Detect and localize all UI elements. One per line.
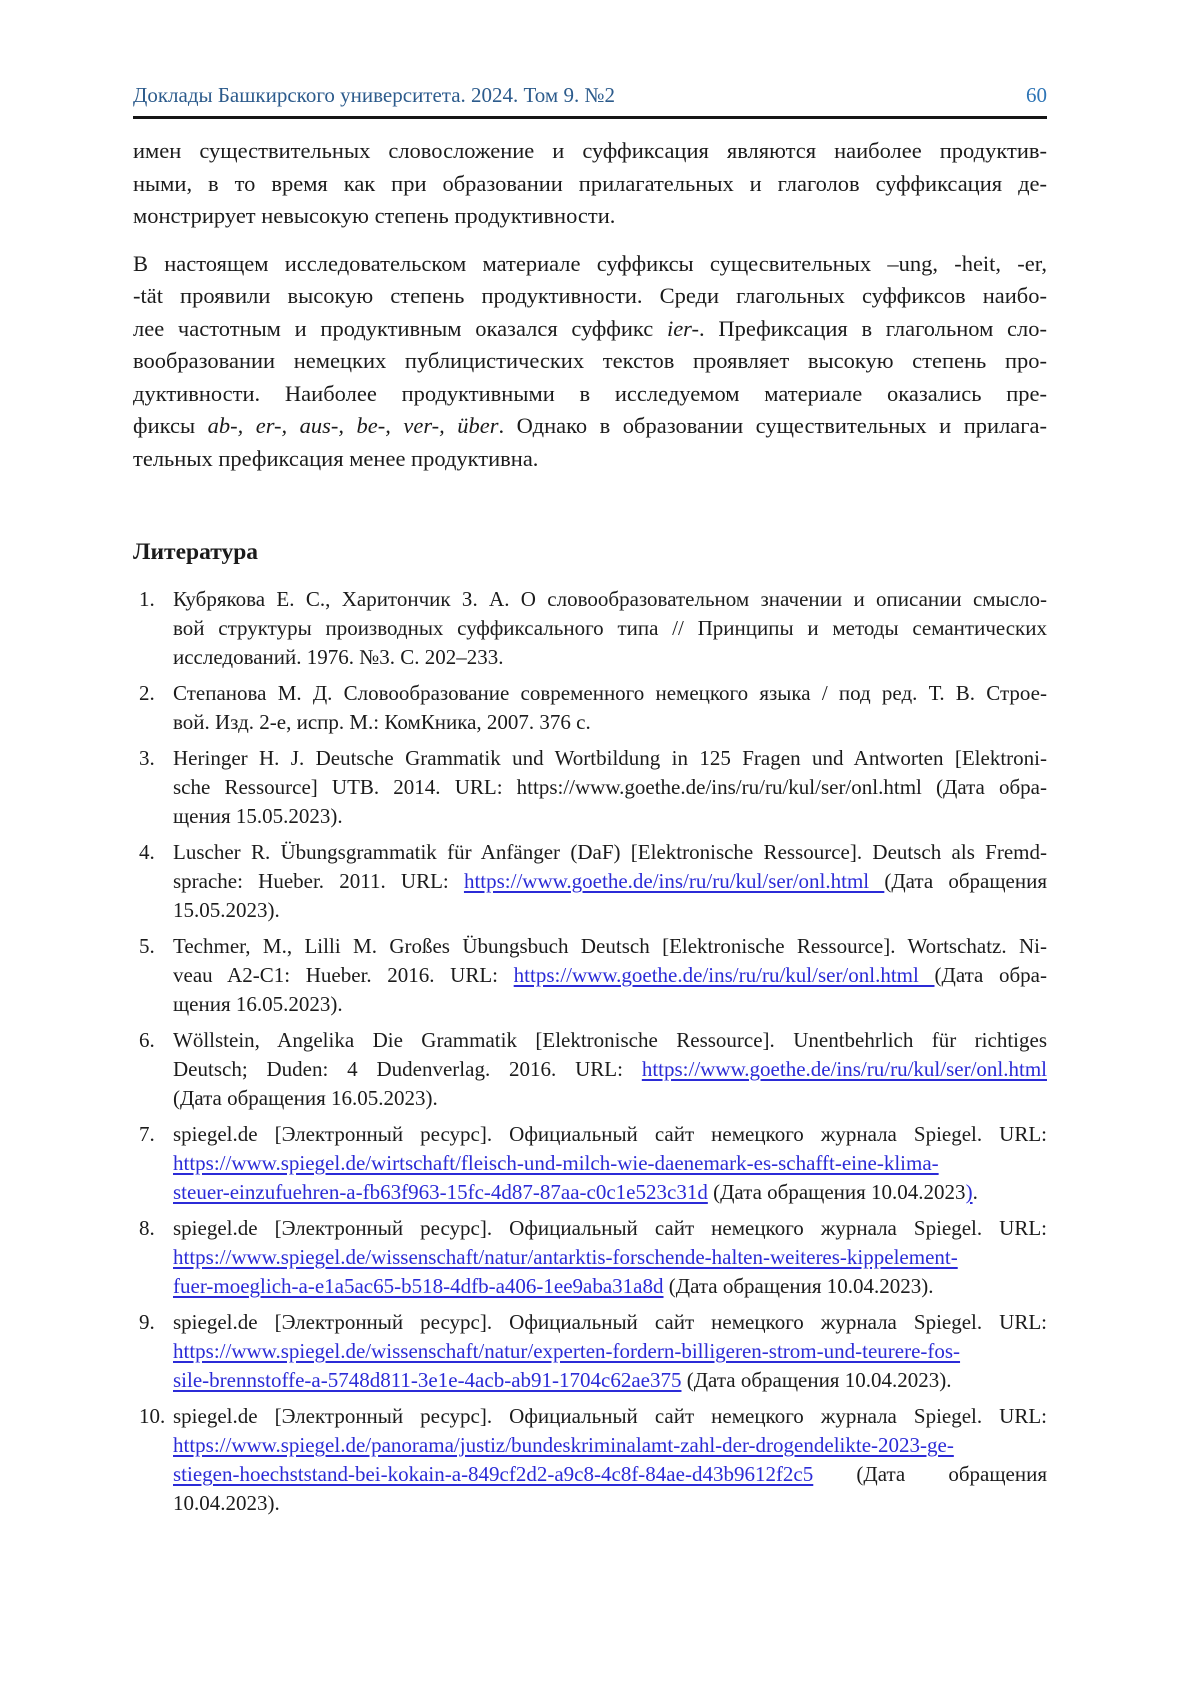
text-segment: (Дата обращения 10.04.2023 (707, 1180, 966, 1204)
reference-item (133, 1402, 1047, 1518)
reference-number: 6. (139, 1028, 155, 1052)
reference-link[interactable]: https://www.spiegel.de/wissenschaft/natur/experten-fordern-billigeren-strom-und-teurere-fos- (173, 1339, 961, 1363)
text-segment: sche Ressource] UTB. 2014. URL: https://www.goethe.de/ins/ru/ru/kul/ser/onl.html (Дата обра- (173, 775, 1047, 799)
text-line (173, 708, 1047, 737)
italic-term: ab-, er-, aus-, be-, ver-, über (207, 413, 499, 438)
text-segment: sprache: Hueber. 2011. URL: (173, 869, 464, 893)
text-line (173, 1120, 1047, 1149)
header-rule (133, 116, 1047, 119)
text-segment: В настоящем исследовательском материале суффиксы сущесвительных –ung, -heit, -er, (133, 250, 1047, 276)
reference-item (133, 679, 1047, 737)
reference-link[interactable]: stiegen-hoechststand-bei-kokain-a-849cf2d2-a9c8-4c8f-84ae-d43b9612f2c5 (173, 1462, 814, 1486)
text-line (173, 744, 1047, 773)
reference-number: 1. (139, 587, 155, 611)
text-segment: вой структуры производных суффиксального типа // Принципы и методы семантических (173, 616, 1047, 640)
italic-term: ier- (666, 315, 699, 341)
text-segment: монстрирует невысокую степень продуктивности. (133, 203, 616, 228)
literature-heading: Литература (133, 539, 259, 565)
text-line (173, 961, 1047, 990)
text-line (173, 990, 1047, 1019)
text-segment: вообразовании немецких публицистических текстов проявляет высокую степень про- (133, 348, 1047, 373)
text-line (133, 168, 1047, 201)
reference-number: 9. (139, 1310, 155, 1334)
reference-link[interactable]: fuer-moeglich-a-e1a5ac65-b518-4dfb-a406-1ee9aba31a8d (173, 1274, 664, 1298)
reference-number: 2. (139, 681, 155, 705)
reference-link[interactable]: https://www.spiegel.de/wissenschaft/natur/antarktis-forschende-halten-weiteres-kippelement- (173, 1245, 958, 1269)
text-segment: (Дата обращения (884, 869, 1048, 893)
text-line (173, 932, 1047, 961)
text-segment: (Дата обращения (813, 1462, 1047, 1486)
reference-item (133, 838, 1047, 925)
text-segment: фиксы (133, 413, 208, 438)
text-line (133, 443, 1047, 476)
reference-number: 7. (139, 1122, 155, 1146)
text-line (173, 1431, 1047, 1460)
text-segment: spiegel.de [Электронный ресурс]. Официальный сайт немецкого журнала Spiegel. URL: (173, 1122, 1047, 1146)
text-line (173, 773, 1047, 802)
reference-text (173, 932, 1047, 1019)
reference-text (173, 838, 1047, 925)
text-segment: 15.05.2023). (173, 898, 280, 922)
text-line (173, 1055, 1047, 1084)
reference-link[interactable]: https://www.spiegel.de/panorama/justiz/bundeskriminalamt-zahl-der-drogendelikte-2023-ge- (173, 1433, 954, 1457)
text-segment: Heringer H. J. Deutsche Grammatik und Wortbildung in 125 Fragen und Antworten [Elektroni- (173, 746, 1047, 770)
text-line (173, 1084, 1047, 1113)
text-segment: . Однако в образовании существительных и прилага- (498, 413, 1047, 438)
reference-link[interactable]: sile-brennstoffe-a-5748d811-3e1e-4acb-ab91-1704c62ae375 (173, 1368, 682, 1392)
text-line (133, 410, 1047, 443)
reference-item (133, 585, 1047, 672)
text-line (173, 867, 1047, 896)
text-segment: Luscher R. Übungsgrammatik für Anfänger (DaF) [Elektronische Ressource]. Deutsch als Fremd- (173, 840, 1047, 864)
text-segment: вой. Изд. 2-е, испр. М.: КомКника, 2007. 376 с. (173, 710, 591, 734)
text-segment: (Дата обращения 16.05.2023). (173, 1086, 438, 1110)
text-segment: Wöllstein, Angelika Die Grammatik [Elektronische Ressource]. Unentbehrlich für richtiges (173, 1028, 1047, 1052)
text-segment: Deutsch; Duden: 4 Dudenverlag. 2016. URL: (173, 1057, 642, 1081)
body-paragraph (133, 248, 1047, 476)
text-line (133, 248, 1047, 281)
reference-link[interactable]: https://www.spiegel.de/wirtschaft/fleisch-und-milch-wie-daenemark-es-schafft-eine-klima- (173, 1151, 939, 1175)
text-line (173, 896, 1047, 925)
text-segment: 10.04.2023). (173, 1491, 280, 1515)
page-content (133, 82, 1047, 1525)
reference-link[interactable]: https://www.goethe.de/ins/ru/ru/kul/ser/onl.html (641, 1057, 1047, 1081)
reference-item (133, 1026, 1047, 1113)
text-segment: дуктивности. Наиболее продуктивными в исследуемом материале оказались пре- (133, 380, 1047, 406)
reference-list (133, 585, 1047, 1518)
page-number: 60 (1026, 83, 1047, 107)
reference-link[interactable]: steuer-einzufuehren-a-fb63f963-15fc-4d87-87aa-c0c1e523c31d (173, 1180, 708, 1204)
text-segment: имен существительных словосложение и суффиксация являются наиболее продуктив- (133, 138, 1047, 163)
text-segment: Кубрякова Е. С., Харитончик З. А. О словообразовательном значении и описании смысло- (173, 587, 1047, 611)
reference-link[interactable]: https://www.goethe.de/ins/ru/ru/kul/ser/onl.html (513, 963, 935, 987)
text-line (133, 378, 1047, 411)
text-segment: тельных префиксация менее продуктивна. (133, 445, 539, 471)
text-line (173, 1272, 1047, 1301)
reference-text (173, 744, 1047, 831)
text-line (173, 1308, 1047, 1337)
reference-text (173, 679, 1047, 737)
reference-text (173, 1214, 1047, 1301)
text-segment: лее частотным и продуктивным оказался суффикс (133, 315, 667, 341)
text-segment: щения 16.05.2023). (173, 992, 343, 1016)
text-line (173, 1026, 1047, 1055)
reference-text (173, 1120, 1047, 1207)
text-line (173, 802, 1047, 831)
reference-text (173, 1308, 1047, 1395)
text-line (173, 1149, 1047, 1178)
reference-link[interactable]: ) (965, 1180, 973, 1204)
text-segment: . Префиксация в глагольном сло- (698, 315, 1047, 341)
text-segment: (Дата обра- (934, 963, 1047, 987)
text-line (173, 1402, 1047, 1431)
text-segment: spiegel.de [Электронный ресурс]. Официальный сайт немецкого журнала Spiegel. URL: (173, 1404, 1047, 1428)
text-line (173, 1214, 1047, 1243)
reference-item (133, 932, 1047, 1019)
text-segment: Степанова М. Д. Словообразование современного немецкого языка / под ред. Т. В. Строе- (173, 681, 1047, 705)
text-segment: veau A2-C1: Hueber. 2016. URL: (173, 963, 514, 987)
text-line (173, 643, 1047, 672)
text-line (173, 1178, 1047, 1207)
text-line (173, 1243, 1047, 1272)
text-segment: spiegel.de [Электронный ресурс]. Официальный сайт немецкого журнала Spiegel. URL: (173, 1216, 1047, 1240)
text-line (173, 1366, 1047, 1395)
reference-link[interactable]: https://www.goethe.de/ins/ru/ru/kul/ser/onl.html (463, 869, 885, 893)
text-line (173, 614, 1047, 643)
journal-title: Доклады Башкирского университета. 2024. Том 9. №2 (133, 83, 615, 107)
reference-number: 8. (139, 1216, 155, 1240)
text-segment: (Дата обращения 10.04.2023). (663, 1274, 934, 1298)
text-segment: . (972, 1180, 978, 1204)
reference-text (173, 1026, 1047, 1113)
text-line (133, 345, 1047, 378)
body-paragraph (133, 135, 1047, 233)
body-paragraphs (133, 135, 1047, 475)
text-line (133, 313, 1047, 346)
reference-item (133, 1214, 1047, 1301)
text-line (133, 200, 1047, 233)
text-line (173, 838, 1047, 867)
text-segment: Techmer, M., Lilli M. Großes Übungsbuch Deutsch [Elektronische Ressource]. Wortschatz. Ni- (173, 934, 1047, 958)
text-line (173, 1337, 1047, 1366)
text-segment: щения 15.05.2023). (173, 804, 343, 828)
reference-number: 5. (139, 934, 155, 958)
reference-text (173, 585, 1047, 672)
reference-item (133, 1120, 1047, 1207)
reference-item (133, 1308, 1047, 1395)
text-line (173, 585, 1047, 614)
reference-item (133, 744, 1047, 831)
text-line (133, 280, 1047, 313)
text-segment: исследований. 1976. №3. С. 202–233. (173, 645, 504, 669)
text-segment: ными, в то время как при образовании прилагательных и глаголов суффиксация де- (133, 170, 1047, 196)
reference-text (173, 1402, 1047, 1518)
text-segment: spiegel.de [Электронный ресурс]. Официальный сайт немецкого журнала Spiegel. URL: (173, 1310, 1047, 1334)
reference-number: 4. (139, 840, 155, 864)
text-line (173, 679, 1047, 708)
page-header (133, 82, 1047, 108)
text-line (173, 1489, 1047, 1518)
text-line (133, 135, 1047, 168)
text-segment: (Дата обращения 10.04.2023). (681, 1368, 952, 1392)
text-segment: -tät проявили высокую степень продуктивности. Среди глагольных суффиксов наибо- (133, 283, 1047, 308)
text-line (173, 1460, 1047, 1489)
reference-number: 3. (139, 746, 155, 770)
reference-number: 10. (139, 1404, 166, 1428)
